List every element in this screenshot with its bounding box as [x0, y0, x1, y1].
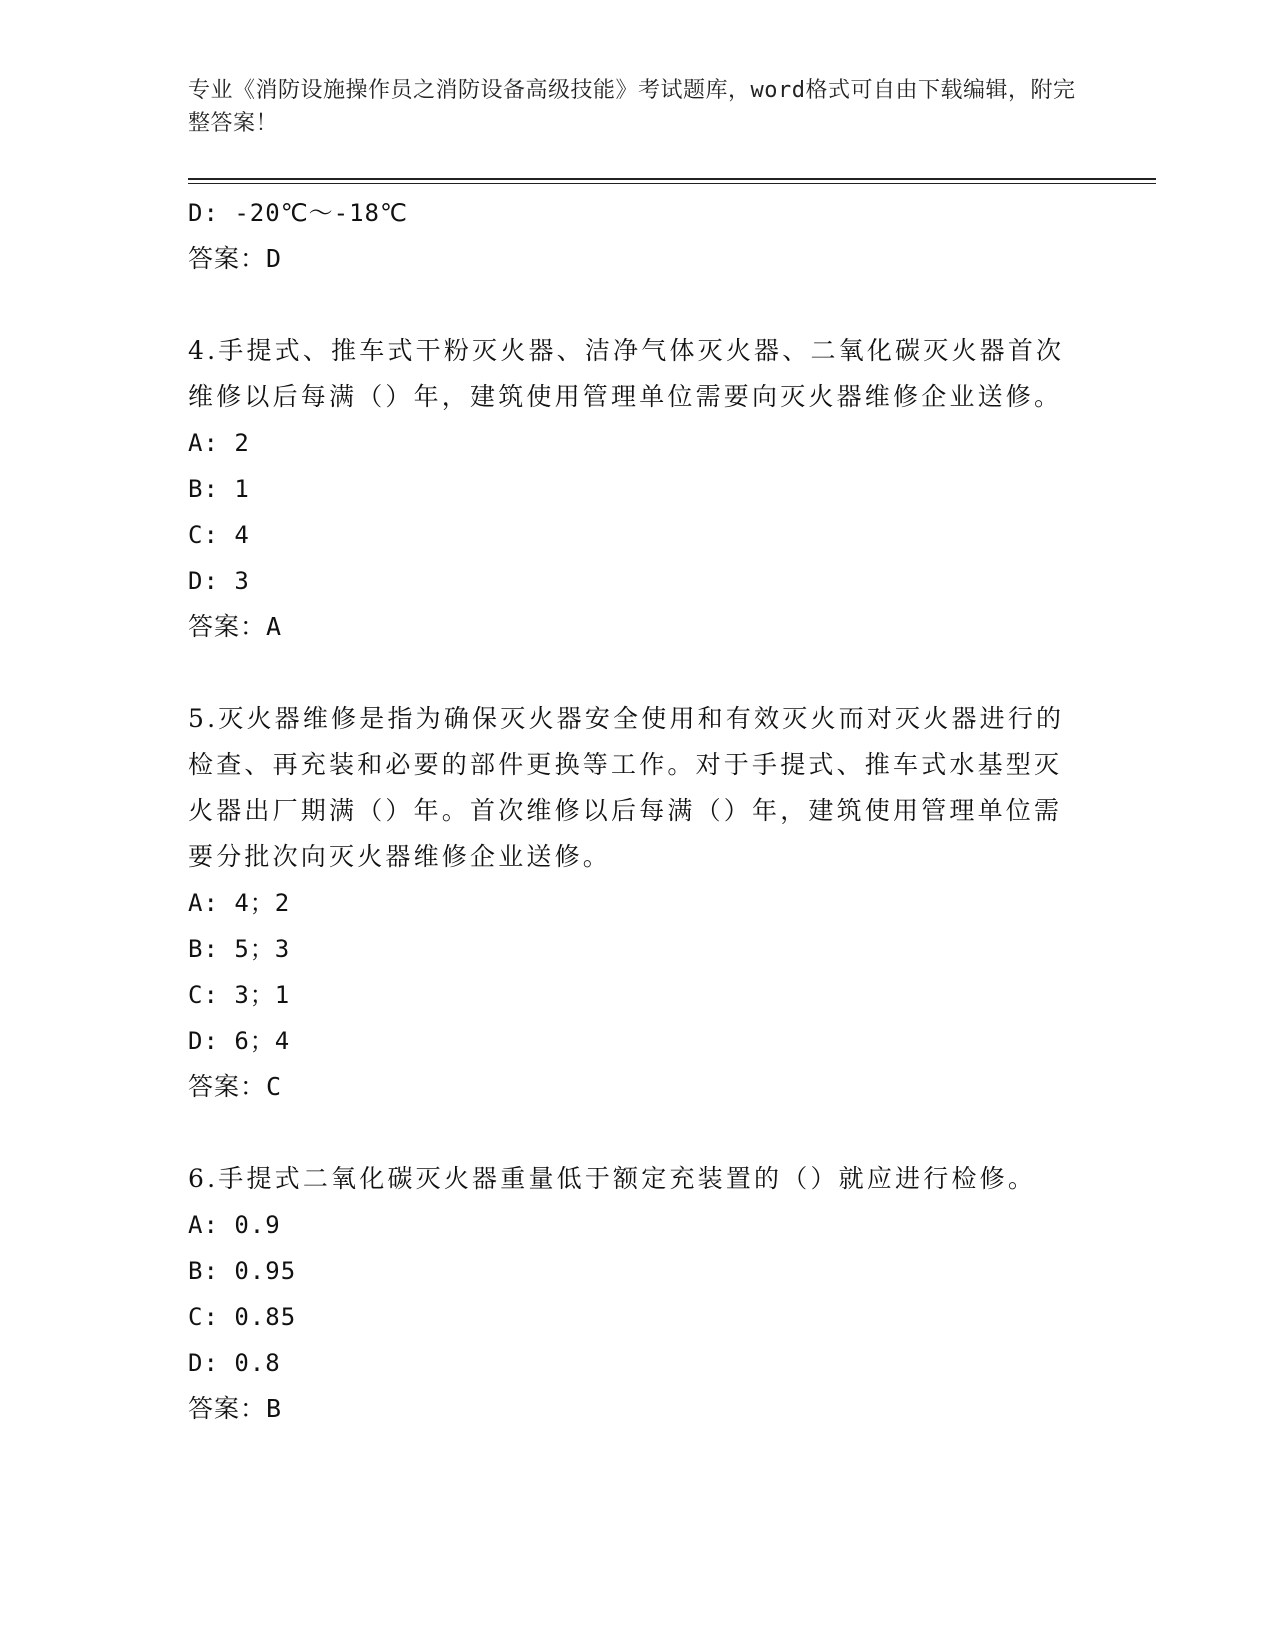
question-item: [188, 696, 1068, 1110]
question-item: [188, 1156, 1068, 1432]
option-d: D: 3: [188, 567, 250, 595]
answer-line: 答案：D: [188, 244, 283, 273]
option-b: B: 1: [188, 475, 250, 503]
answer-line: 答案：A: [188, 612, 283, 641]
question-stem: 4.手提式、推车式干粉灭火器、洁净气体灭火器、二氧化碳灭火器首次维修以后每满（）年，建筑使用管理单位需要向灭火器维修企业送修。: [188, 336, 1065, 411]
question-stem: 6.手提式二氧化碳灭火器重量低于额定充装置的（）就应进行检修。: [188, 1164, 1037, 1193]
option-d: D: 6；4: [188, 1027, 291, 1055]
option-d: D: -20℃～-18℃: [188, 199, 408, 227]
option-c: C: 0.85: [188, 1303, 297, 1331]
spacer: [188, 1110, 1068, 1156]
header-divider-thin: [188, 183, 1156, 184]
spacer: [188, 282, 1068, 328]
question-item: [188, 328, 1068, 650]
header-divider: [188, 178, 1156, 180]
page-header: 专业《消防设施操作员之消防设备高级技能》考试题库，word格式可自由下载编辑，附完整答案！: [188, 78, 1076, 136]
option-a: A: 2: [188, 429, 250, 457]
option-a: A: 4；2: [188, 889, 291, 917]
answer-line: 答案：B: [188, 1394, 283, 1423]
question-list: [188, 190, 1068, 1432]
spacer: [188, 650, 1068, 696]
option-a: A: 0.9: [188, 1211, 281, 1239]
option-b: B: 5；3: [188, 935, 291, 963]
option-c: C: 3；1: [188, 981, 291, 1009]
answer-line: 答案：C: [188, 1072, 283, 1101]
option-c: C: 4: [188, 521, 250, 549]
option-b: B: 0.95: [188, 1257, 297, 1285]
option-d: D: 0.8: [188, 1349, 281, 1377]
question-stem: 5.灭火器维修是指为确保灭火器安全使用和有效灭火而对灭火器进行的检查、再充装和必要的部件更换等工作。对于手提式、推车式水基型灭火器出厂期满（）年。首次维修以后每满（）年，建筑使用管理单位需要分批次向灭火器维修企业送修。: [188, 704, 1065, 871]
